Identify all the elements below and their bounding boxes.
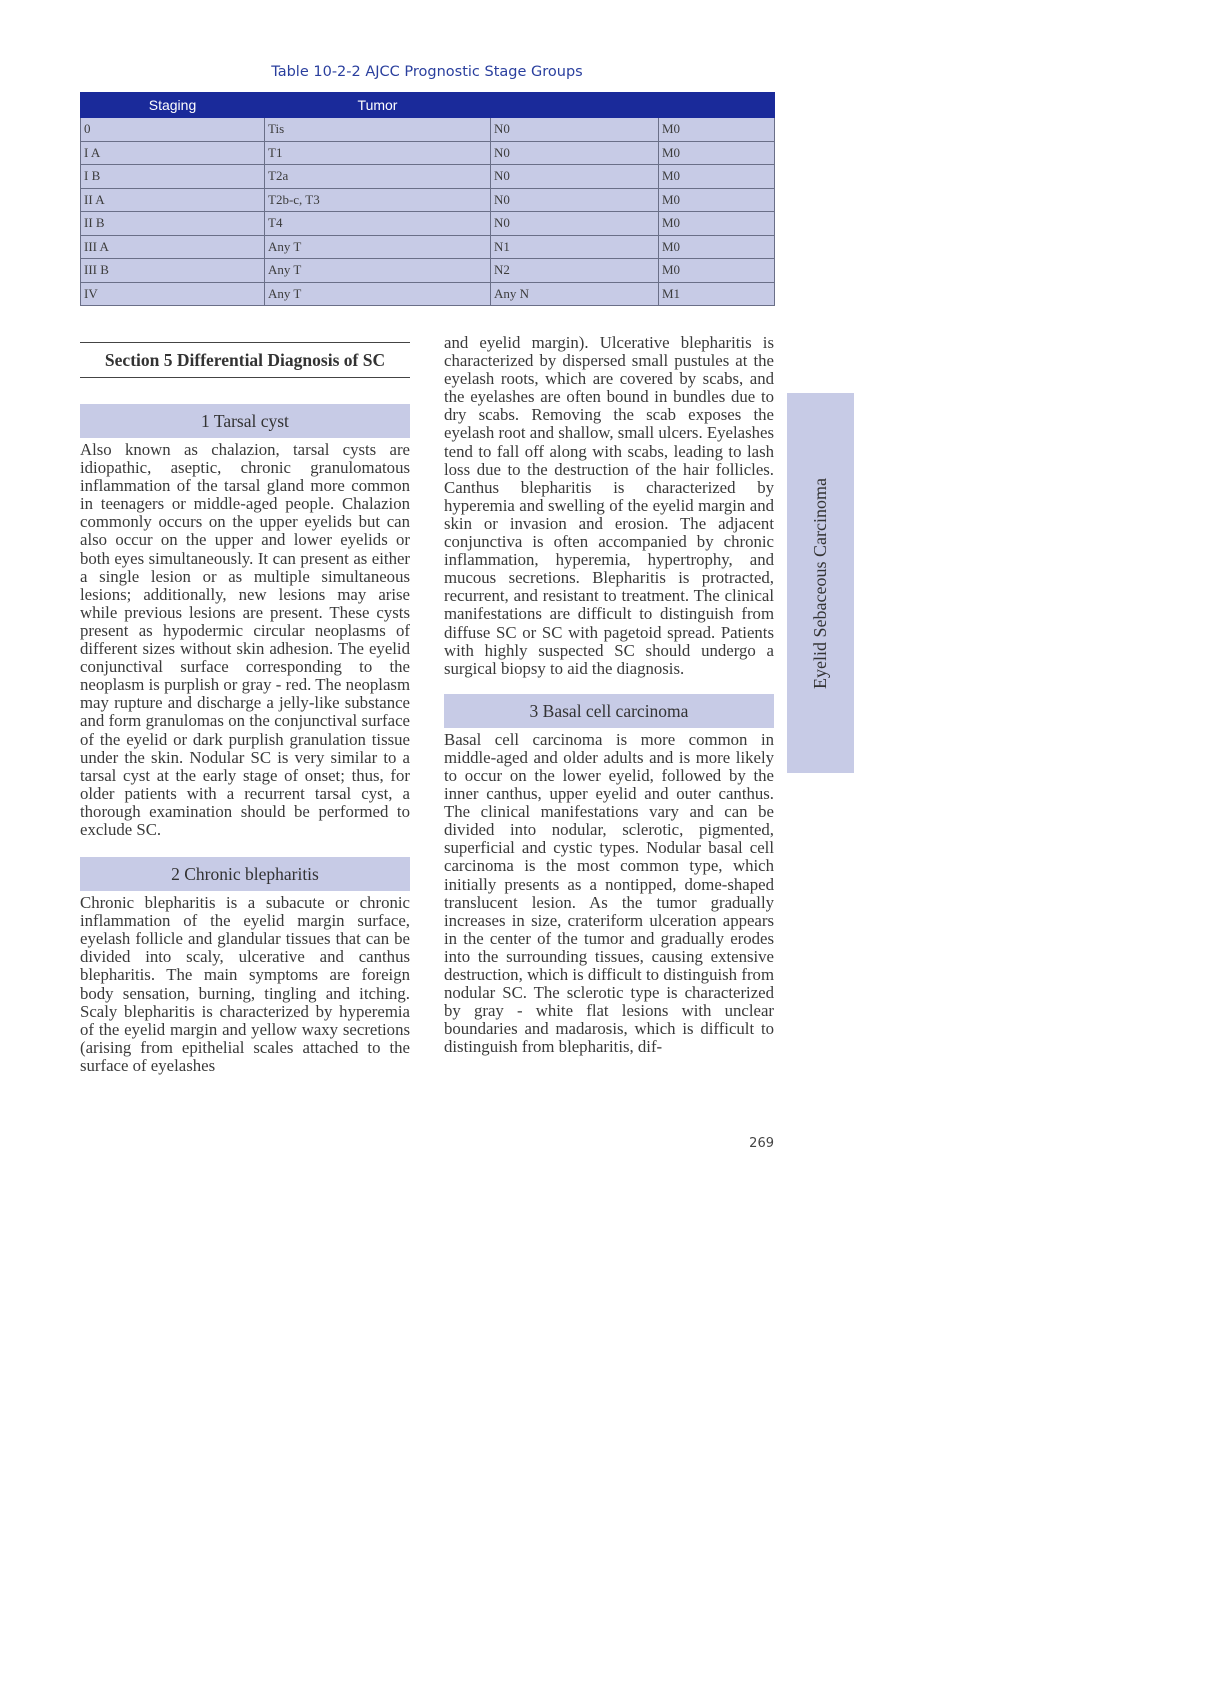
- table-cell: M0: [659, 188, 775, 212]
- header-node: [491, 93, 659, 118]
- table-cell: Any N: [491, 282, 659, 306]
- stage-groups-table: [80, 92, 775, 306]
- paragraph-chronic-blepharitis: Chronic blepharitis is a subacute or chronic inflammation of the eyelid margin surface, eyelash follicle and glandular tissues that can be divided into scaly, ulcerative and canthus blepharitis. The main symptoms are foreign body sensation, burning, tingling and itching. Scaly blepharitis is characterized by hyperemia of the eyelid margin and yellow waxy secretions (arising from epithelial scales attached to the surface of eyelashes: [80, 893, 410, 1075]
- paragraph-tarsal-cyst: Also known as chalazion, tarsal cysts are idiopathic, aseptic, chronic granulomatous inflammation of the tarsal gland more common in teenagers or middle-aged people. Chalazion commonly occurs on the upper eyelids but can also occur on the upper and lower eyelids or both eyes simultaneously. It can present as either a single lesion or as multiple simultaneous lesions; additionally, new lesions may arise while previous lesions are present. These cysts present as hypodermic circular neoplasms of different sizes without skin adhesion. The eyelid conjunctival surface corresponding to the neoplasm is purplish or gray - red. The neoplasm may rupture and discharge a jelly-like substance and form granulomas on the conjunctival surface of the eyelid or dark purplish granulation tissue under the skin. Nodular SC is very similar to a tarsal cyst at the early stage of onset; thus, for older patients with a recurrent tarsal cyst, a thorough examination should be performed to exclude SC.: [80, 440, 410, 839]
- table-cell: T4: [265, 212, 491, 236]
- section-title: Section 5 Differential Diagnosis of SC: [80, 342, 410, 378]
- table-header-row: [81, 93, 775, 118]
- table-cell: T2b-c, T3: [265, 188, 491, 212]
- table-cell: N0: [491, 118, 659, 142]
- table-cell: M0: [659, 235, 775, 259]
- table-cell: T1: [265, 141, 491, 165]
- table-cell: T2a: [265, 165, 491, 189]
- table-row: [81, 259, 775, 283]
- table-cell: M0: [659, 141, 775, 165]
- table-row: [81, 165, 775, 189]
- table-cell: IV: [81, 282, 265, 306]
- table-cell: N0: [491, 141, 659, 165]
- table-cell: N0: [491, 165, 659, 189]
- chapter-side-tab-label: Eyelid Sebaceous Carcinoma: [810, 477, 830, 689]
- table-cell: N0: [491, 188, 659, 212]
- table-cell: Any T: [265, 259, 491, 283]
- chapter-side-tab: [787, 393, 854, 773]
- table-cell: 0: [81, 118, 265, 142]
- table-cell: Any T: [265, 282, 491, 306]
- table-cell: M0: [659, 259, 775, 283]
- left-column: [80, 334, 410, 1075]
- page-number: 269: [749, 1136, 774, 1151]
- right-column: [444, 334, 774, 1056]
- subsection-title-tarsal-cyst: 1 Tarsal cyst: [80, 404, 410, 438]
- paragraph-chronic-blepharitis-continued: and eyelid margin). Ulcerative blepharitis is characterized by dispersed small pustules at the eyelash roots, which are covered by scabs, and the eyelashes are often bound in bundles due to dry scabs. Removing the scab exposes the eyelash root and shallow, small ulcers. Eyelashes tend to fall off along with scabs, leading to lash loss due to the destruction of the hair follicles. Canthus blepharitis is characterized by hyperemia and swelling of the eyelid margin and skin or invasion and erosion. The adjacent conjunctiva is often accompanied by chronic inflammation, hyperemia, hypertrophy, and mucous secretions. Blepharitis is protracted, recurrent, and resistant to treatment. The clinical manifestations are difficult to distinguish from diffuse SC or SC with pagetoid spread. Patients with highly suspected SC should undergo a surgical biopsy to aid the diagnosis.: [444, 333, 774, 678]
- table-cell: M0: [659, 118, 775, 142]
- table-row: [81, 118, 775, 142]
- table-cell: N0: [491, 212, 659, 236]
- table-caption: Table 10-2-2 AJCC Prognostic Stage Groups: [271, 64, 583, 80]
- header-staging: Staging: [81, 93, 265, 118]
- header-tumor: Tumor: [265, 93, 491, 118]
- table-cell: III A: [81, 235, 265, 259]
- table-cell: I A: [81, 141, 265, 165]
- table-cell: Tis: [265, 118, 491, 142]
- paragraph-basal-cell-carcinoma: Basal cell carcinoma is more common in middle-aged and older adults and is more likely to occur on the lower eyelid, followed by the inner canthus, upper eyelid and outer canthus. The clinical manifestations vary and can be divided into nodular, sclerotic, pigmented, superficial and cystic types. Nodular basal cell carcinoma is the most common type, which initially presents as a nontipped, dome-shaped translucent lesion. As the tumor gradually increases in size, crateriform ulceration appears in the center of the tumor and gradually erodes into the surrounding tissues, causing extensive destruction, which is difficult to distinguish from nodular SC. The sclerotic type is characterized by gray - white flat lesions with unclear boundaries and madarosis, which is difficult to distinguish from blepharitis, dif-: [444, 729, 774, 1057]
- subsection-title-chronic-blepharitis: 2 Chronic blepharitis: [80, 857, 410, 891]
- table-cell: II B: [81, 212, 265, 236]
- table-row: [81, 235, 775, 259]
- table-cell: III B: [81, 259, 265, 283]
- table-row: [81, 141, 775, 165]
- header-metastasis: [659, 93, 775, 118]
- table-cell: N2: [491, 259, 659, 283]
- table-cell: I B: [81, 165, 265, 189]
- table-cell: II A: [81, 188, 265, 212]
- table-cell: N1: [491, 235, 659, 259]
- table-row: [81, 282, 775, 306]
- subsection-title-basal-cell-carcinoma: 3 Basal cell carcinoma: [444, 694, 774, 728]
- table-cell: M0: [659, 212, 775, 236]
- table-cell: M1: [659, 282, 775, 306]
- table-cell: Any T: [265, 235, 491, 259]
- table-row: [81, 212, 775, 236]
- table-row: [81, 188, 775, 212]
- table-cell: M0: [659, 165, 775, 189]
